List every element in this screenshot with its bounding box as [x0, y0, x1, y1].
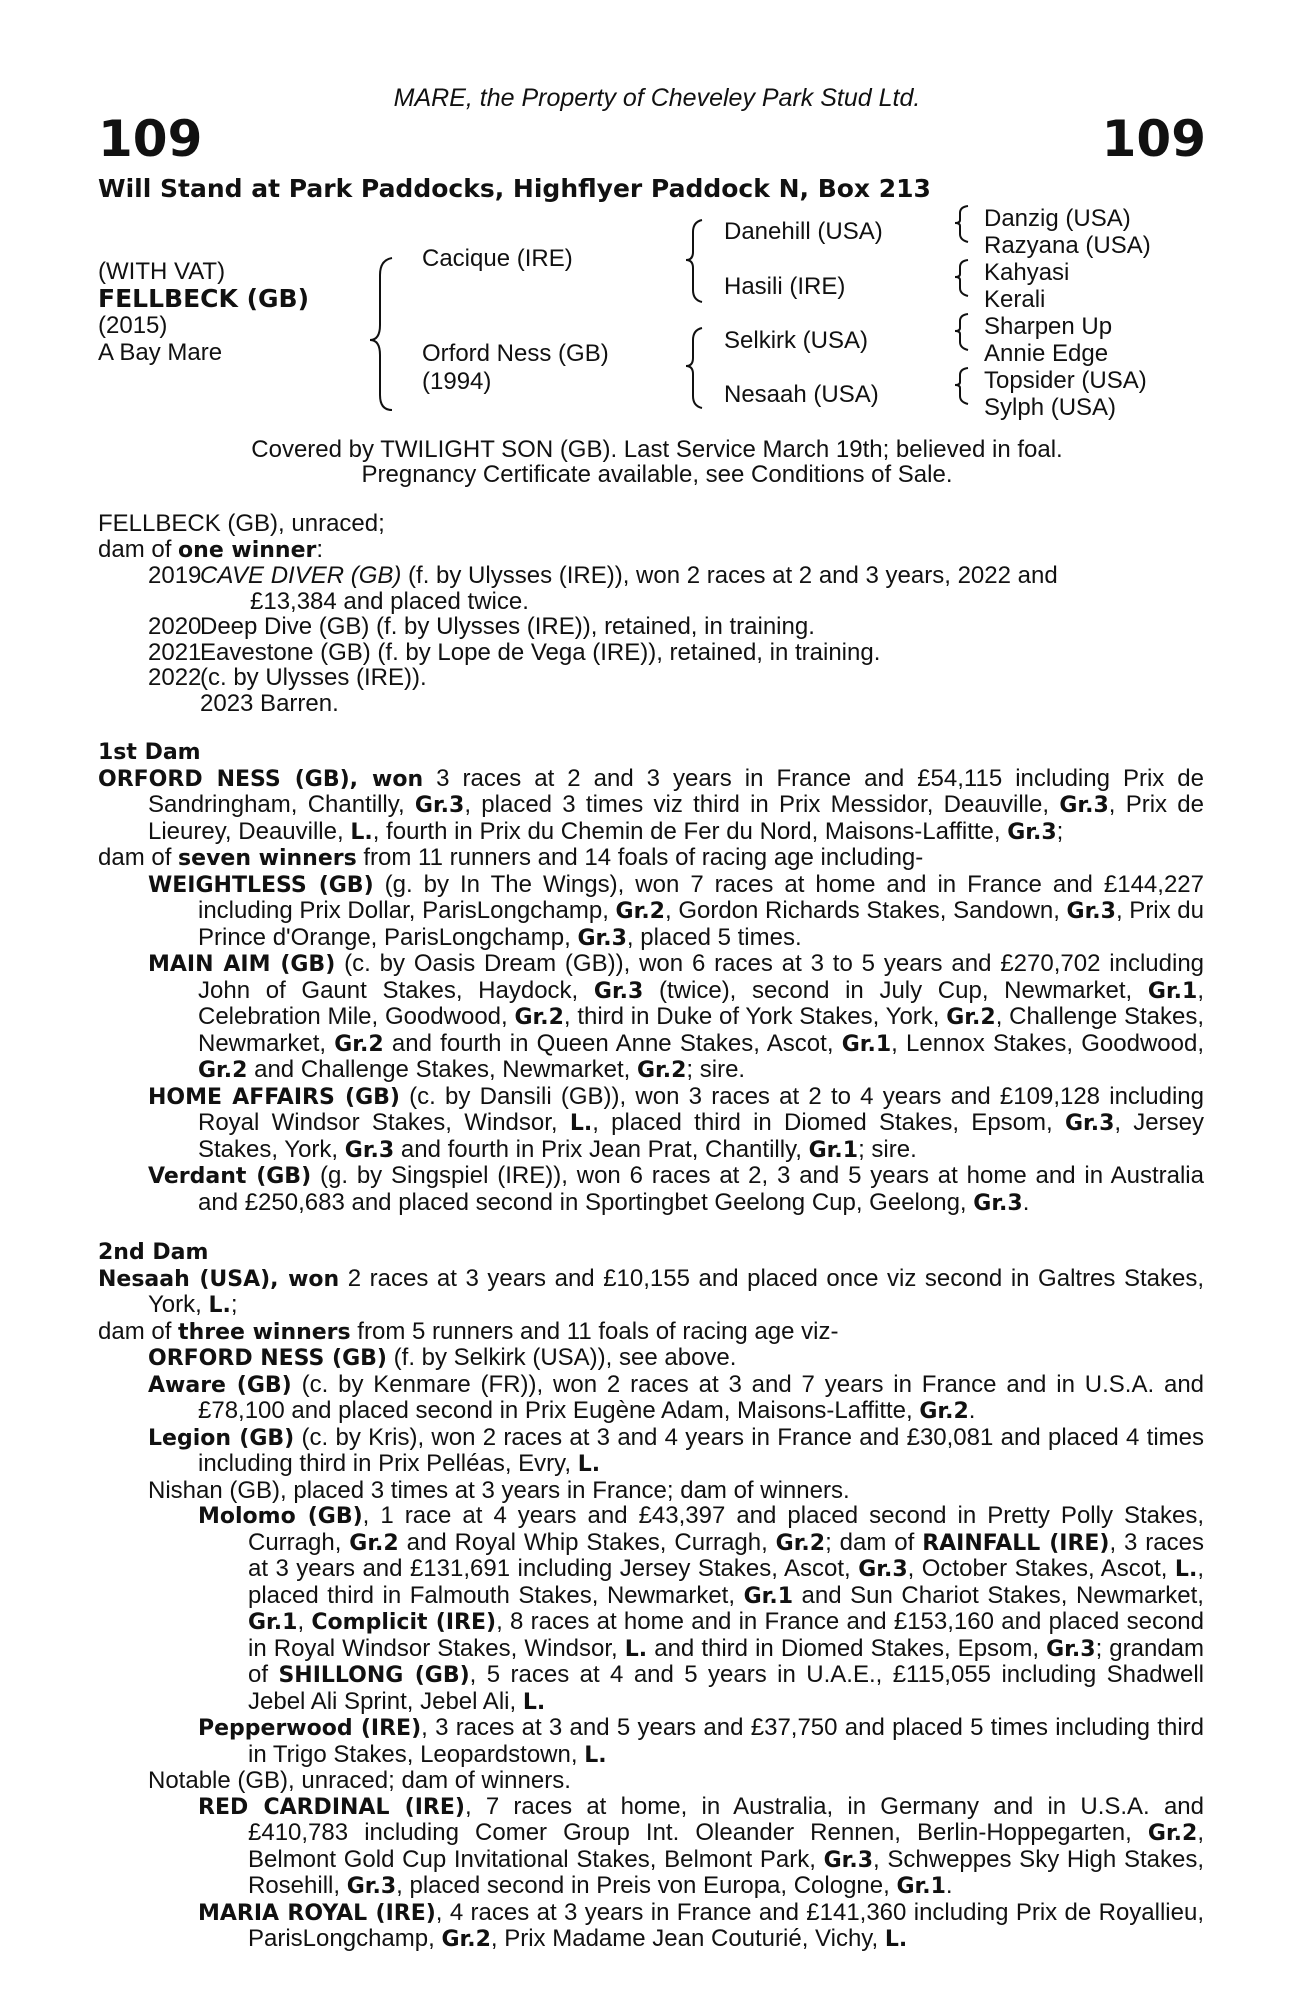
produce-row [98, 614, 1204, 640]
second-dam-progeny: Nishan (GB), placed 3 times at 3 years in France; dam of winners. [148, 1476, 850, 1504]
pedigree-gen4-7: Topsider (USA) [984, 367, 1147, 394]
subject-name: FELLBECK (GB) [98, 284, 309, 313]
produce-intro-2: dam of one winner: [98, 535, 324, 563]
dam-name: Orford Ness (GB) [422, 340, 609, 367]
grand-progeny: Molomo (GB), 1 race at 4 years and £43,397 and placed second in Pretty Polly Stakes, Curragh, Gr.2 and Royal Whip Stakes, Curragh, Gr.2; dam of RAINFALL (IRE), 3 races at 3 years and £131,691 including Jersey Stakes, Ascot, Gr.3, October Stakes, Ascot, L., placed third in Falmouth Stakes, Newmarket, Gr.1 and Sun Chariot Stakes, Newmarket, Gr.1, Complicit (IRE), 8 races at home and in France and £153,160 and placed second in Royal Windsor Stakes, Windsor, L. and third in Diomed Stakes, Epsom, Gr.3; grandam of SHILLONG (GB), 5 races at 4 and 5 years in U.A.E., £115,055 including Shadwell Jebel Ali Sprint, Jebel Ali, L. [198, 1502, 1205, 1715]
produce-year: 2022 [148, 664, 202, 691]
second-dam-heading: 2nd Dam [98, 1240, 209, 1265]
first-dam-record: ORFORD NESS (GB), won 3 races at 2 and 3 years in France and £54,115 including Prix de Sandringham, Chantilly, Gr.3, placed 3 times viz third in Prix Messidor, Deauville, Gr.3, Prix de Lieurey, Deauville, L., fourth in Prix du Chemin de Fer du Nord, Maisons-Laffitte, Gr.3; [98, 764, 1204, 845]
sire-name: Cacique (IRE) [422, 245, 573, 272]
lot-number-left: 109 [98, 110, 203, 168]
second-dam-section [98, 1240, 1204, 1953]
pedigree-gen3-1: Danehill (USA) [724, 218, 883, 245]
covered-line-1: Covered by TWILIGHT SON (GB). Last Service March 19th; believed in foal. [251, 436, 1063, 463]
produce-record [98, 511, 1204, 1953]
first-dam-progeny: WEIGHTLESS (GB) (g. by In The Wings), won 7 races at home and in France and £144,227 including Prix Dollar, ParisLongchamp, Gr.2, Gordon Richards Stakes, Sandown, Gr.3, Prix du Prince d'Orange, ParisLongchamp, Gr.3, placed 5 times. [148, 870, 1204, 951]
produce-row [98, 665, 1204, 716]
second-dam-progeny: Legion (GB) (c. by Kris), won 2 races at 3 and 4 years in France and £30,081 and placed 4 times including third in Prix Pelléas, Evry, L. [148, 1423, 1204, 1477]
first-dam-heading: 1st Dam [98, 740, 201, 765]
first-dam-summary: dam of seven winners from 11 runners and 14 foals of racing age including- [98, 844, 924, 871]
pedigree-gen4-5: Sharpen Up [984, 313, 1113, 340]
pedigree-gen4-2: Razyana (USA) [984, 232, 1151, 259]
produce-text: Eavestone (GB) (f. by Lope de Vega (IRE)), retained, in training. [200, 638, 881, 666]
produce-text: Deep Dive (GB) (f. by Ulysses (IRE)), retained, in training. [200, 613, 815, 640]
location-line: Will Stand at Park Paddocks, Highflyer Paddock N, Box 213 [98, 174, 931, 203]
dam-year: (1994) [422, 368, 492, 395]
subject-vat: (WITH VAT) [98, 258, 226, 285]
produce-year: 2021 [148, 638, 202, 666]
produce-row [98, 640, 1204, 666]
pedigree-gen4-6: Annie Edge [984, 340, 1109, 367]
grand-progeny: MARIA ROYAL (IRE), 4 races at 3 years in France and £141,360 including Prix de Royallieu, ParisLongchamp, Gr.2, Prix Madame Jean Couturié, Vichy, L. [198, 1898, 1205, 1952]
first-dam-progeny: MAIN AIM (GB) (c. by Oasis Dream (GB)), won 6 races at 3 to 5 years and £270,702 including John of Gaunt Stakes, Haydock, Gr.3 (twice), second in July Cup, Newmarket, Gr.1, Celebration Mile, Goodwood, Gr.2, third in Duke of York Stakes, York, Gr.2, Challenge Stakes, Newmarket, Gr.2 and fourth in Queen Anne Stakes, Ascot, Gr.1, Lennox Stakes, Goodwood, Gr.2 and Challenge Stakes, Newmarket, Gr.2; sire. [148, 950, 1205, 1083]
grand-progeny: RED CARDINAL (IRE), 7 races at home, in Australia, in Germany and in U.S.A. and £410,783 including Comer Group Int. Oleander Rennen, Berlin-Hoppegarten, Gr.2, Belmont Gold Cup Invitational Stakes, Belmont Park, Gr.3, Schweppes Sky High Stakes, Rosehill, Gr.3, placed second in Preis von Europa, Cologne, Gr.1. [198, 1792, 1205, 1899]
pedigree-gen4-4: Kerali [984, 286, 1046, 313]
produce-intro-1: FELLBECK (GB), unraced; [98, 510, 385, 537]
first-dam-section [98, 740, 1204, 1216]
property-line: MARE, the Property of Cheveley Park Stud Ltd. [393, 84, 921, 112]
second-dam-summary: dam of three winners from 5 runners and 11 foals of racing age viz- [98, 1317, 839, 1345]
lot-number-right: 109 [1101, 110, 1206, 168]
first-dam-progeny: Verdant (GB) (g. by Singspiel (IRE)), won 6 races at 2, 3 and 5 years at home and in Australia and £250,683 and placed second in Sportingbet Geelong Cup, Geelong, Gr.3. [148, 1162, 1204, 1216]
produce-row [98, 563, 1204, 614]
second-dam-record: Nesaah (USA), won 2 races at 3 years and £10,155 and placed once viz second in Galtres Stakes, York, L.; [98, 1264, 1204, 1318]
subject-description: A Bay Mare [98, 339, 223, 366]
subject-year: (2015) [98, 312, 168, 339]
grand-progeny: Pepperwood (IRE), 3 races at 3 and 5 years and £37,750 and placed 5 times including third in Trigo Stakes, Leopardstown, L. [198, 1714, 1204, 1768]
second-dam-progeny: Notable (GB), unraced; dam of winners. [148, 1767, 571, 1794]
pedigree-gen4-1: Danzig (USA) [984, 205, 1131, 232]
produce-year: 2020 [148, 613, 202, 640]
pedigree-gen3-2: Hasili (IRE) [724, 273, 846, 300]
pedigree-gen3-3: Selkirk (USA) [724, 327, 869, 354]
pedigree-gen4-3: Kahyasi [984, 259, 1070, 286]
pedigree-gen3-4: Nesaah (USA) [724, 381, 879, 408]
pedigree-gen4-8: Sylph (USA) [984, 394, 1117, 421]
produce-year: 2019 [148, 562, 202, 589]
second-dam-progeny: Aware (GB) (c. by Kenmare (FR)), won 2 races at 3 and 7 years in France and in U.S.A. and £78,100 and placed second in Prix Eugène Adam, Maisons-Laffitte, Gr.2. [148, 1370, 1205, 1424]
produce-text: (c. by Ulysses (IRE)). 2023 Barren. [200, 664, 427, 717]
produce-text: CAVE DIVER (GB) (f. by Ulysses (IRE)), won 2 races at 2 and 3 years, 2022 and £13,384 and placed twice. [200, 562, 1058, 615]
first-dam-progeny: HOME AFFAIRS (GB) (c. by Dansili (GB)), won 3 races at 2 to 4 years and £109,128 including Royal Windsor Stakes, Windsor, L., placed third in Diomed Stakes, Epsom, Gr.3, Jersey Stakes, York, Gr.3 and fourth in Prix Jean Prat, Chantilly, Gr.1; sire. [148, 1082, 1204, 1163]
second-dam-progeny: ORFORD NESS (GB) (f. by Selkirk (USA)), see above. [148, 1344, 737, 1371]
covered-line-2: Pregnancy Certificate available, see Conditions of Sale. [361, 461, 953, 488]
